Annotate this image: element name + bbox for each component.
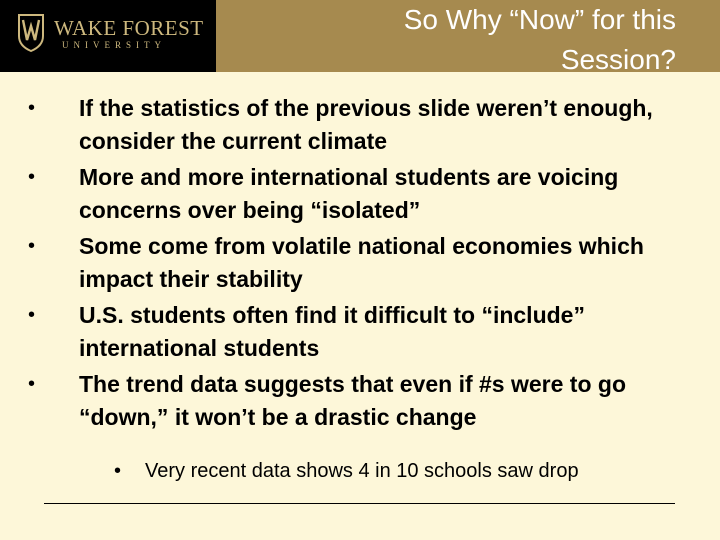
slide-title-line-1: So Why “Now” for this: [403, 4, 676, 35]
bullet-marker: •: [28, 304, 36, 326]
slide-title: [276, 0, 676, 80]
bullet-text: If the statistics of the previous slide weren’t enough, consider the current climate: [79, 95, 653, 154]
bullet-item: [28, 92, 688, 158]
logo-name: WAKE FOREST: [54, 16, 204, 40]
bullet-text: The trend data suggests that even if #s were to go “down,” it won’t be a drastic change: [79, 371, 627, 430]
bullet-item: [28, 230, 688, 296]
bullet-marker: •: [28, 97, 36, 119]
slide-title-line-2: Session?: [560, 44, 676, 75]
wake-forest-logo: [0, 0, 216, 72]
bullet-text: U.S. students often find it difficult to “include” international students: [79, 302, 585, 361]
bullet-item: [28, 299, 688, 365]
sub-bullet-text: Very recent data shows 4 in 10 schools saw drop: [145, 460, 579, 482]
bullet-marker: •: [28, 166, 36, 188]
sub-bullet-item: [114, 456, 579, 486]
bullet-text: More and more international students are voicing concerns over being “isolated”: [79, 164, 619, 223]
shield-icon: [18, 14, 44, 52]
bullet-text: Some come from volatile national economies which impact their stability: [79, 233, 644, 292]
bullet-item: [28, 368, 688, 434]
bottom-divider: [44, 503, 675, 504]
bullet-marker: •: [28, 235, 36, 257]
bullet-marker: •: [28, 373, 36, 395]
bullet-list: [28, 92, 688, 437]
sub-bullet-marker: •: [114, 460, 122, 482]
bullet-item: [28, 161, 688, 227]
logo-subtitle: UNIVERSITY: [62, 40, 166, 50]
title-bar: [216, 0, 720, 75]
